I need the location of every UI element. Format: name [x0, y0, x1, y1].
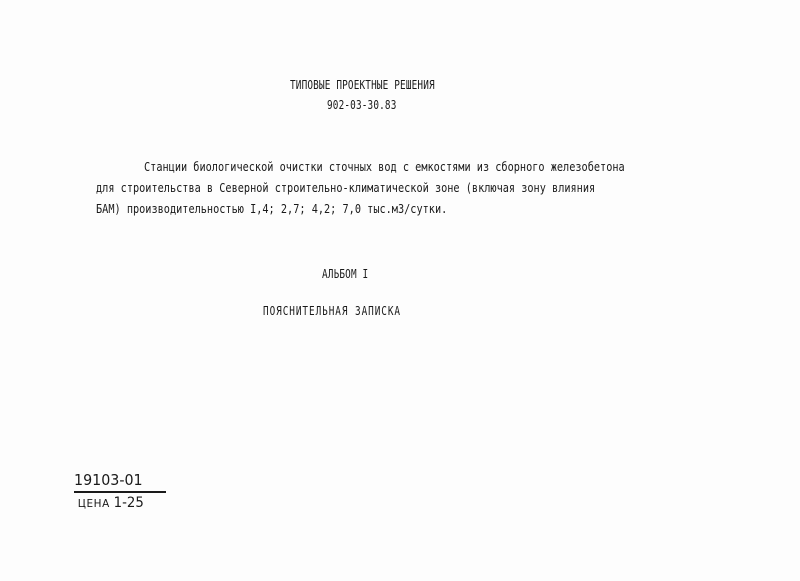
stamp-number: 19103-01 — [74, 471, 143, 489]
series-title: ТИПОВЫЕ ПРОЕКТНЫЕ РЕШЕНИЯ — [290, 78, 435, 92]
stamp-divider — [74, 491, 166, 493]
series-code: 902-03-30.83 — [327, 98, 397, 112]
inventory-stamp — [74, 472, 166, 512]
price-value: 1-25 — [113, 495, 144, 511]
description-line: для строительства в Северной строительно-климатической зоне (включая зону влияния — [96, 181, 596, 195]
price-label: ЦЕНА — [77, 497, 110, 510]
stamp-price — [74, 495, 161, 512]
album-subtitle: ПОЯСНИТЕЛЬНАЯ ЗАПИСКА — [263, 304, 401, 318]
album-title: АЛЬБОМ I — [322, 267, 369, 281]
description-line: БАМ) производительностью I,4; 2,7; 4,2; 7,0 тыс.м3/сутки. — [96, 202, 448, 216]
project-description — [96, 157, 716, 220]
description-line: Станции биологической очистки сточных вод с емкостями из сборного железобетона — [144, 160, 625, 174]
